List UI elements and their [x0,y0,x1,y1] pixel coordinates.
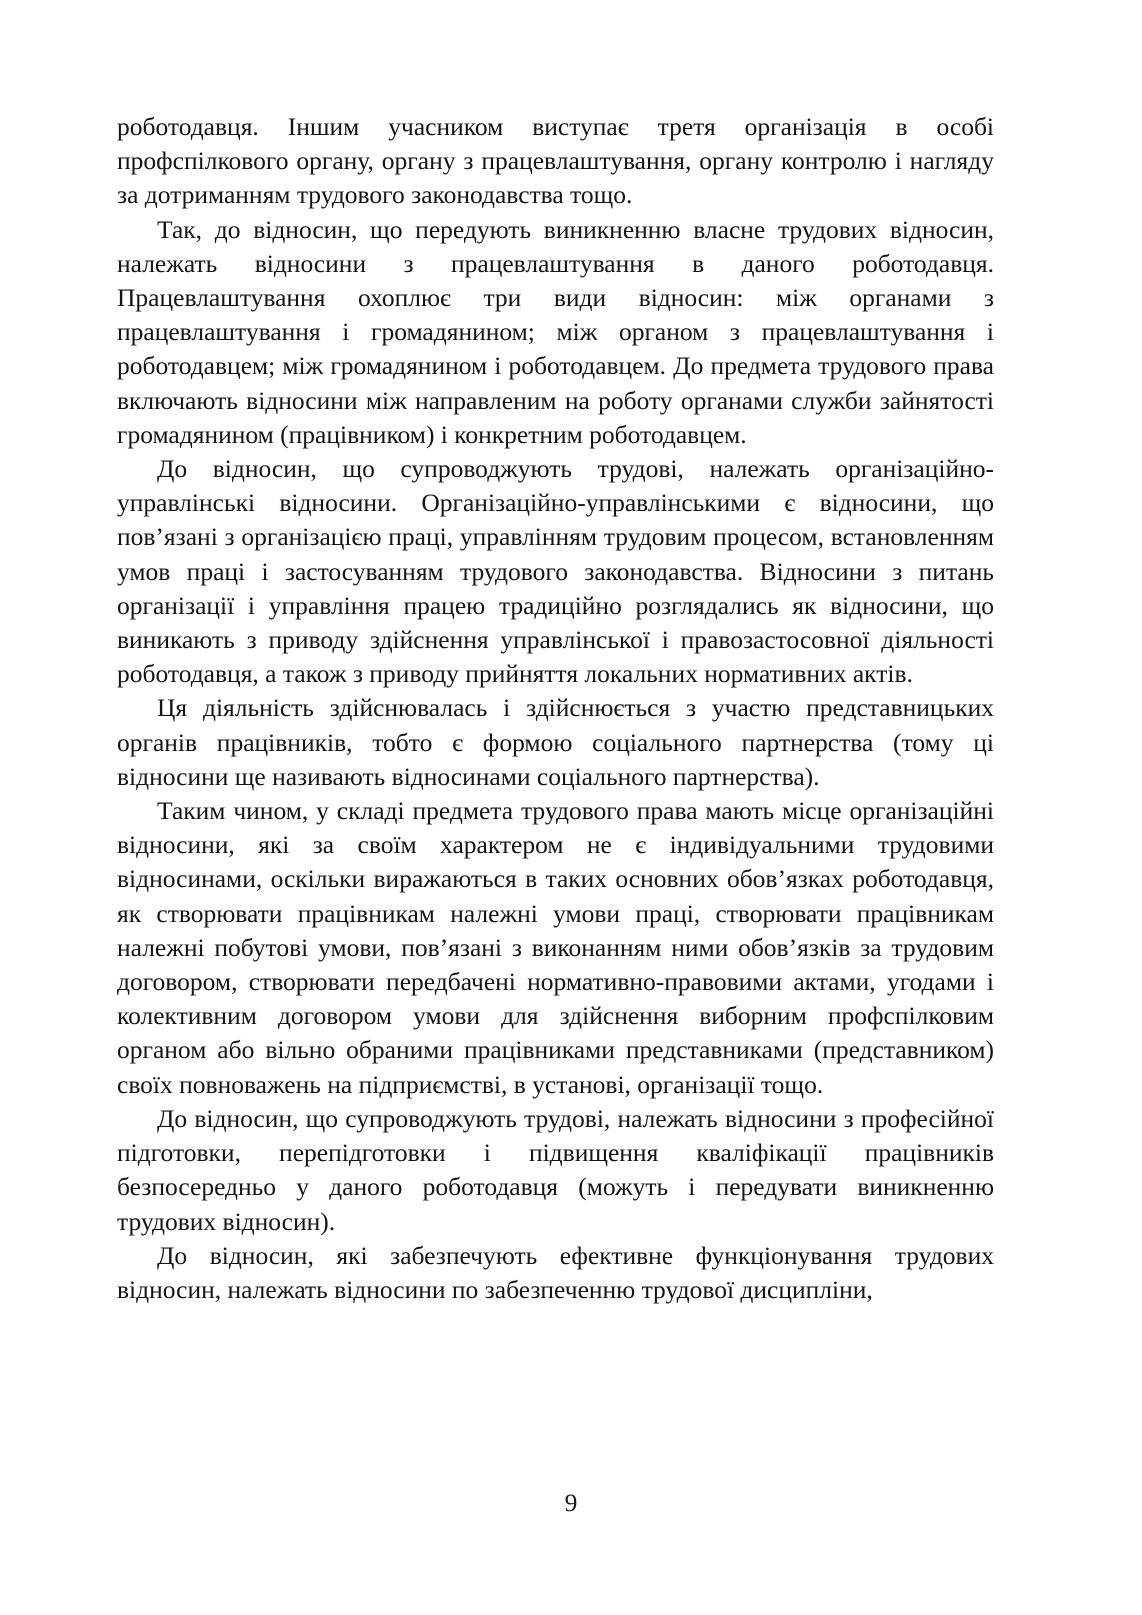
paragraph-7: До відносин, які забезпечують ефективне функціонування трудових відносин, належать відносини по забезпеченню трудової дисципліни, [117,1240,994,1304]
paragraph-4: Ця діяльність здійснювалась і здійснюється з участю представницьких органів працівників, тобто є формою соціального партнерства (тому ці відносини ще називають відносинами соціального партнерства). [117,693,994,791]
paragraph-6: До відносин, що супроводжують трудові, належать відносини з професійної підготовки, перепідготовки і підвищення кваліфікації працівників безпосередньо у даного роботодавця (можуть і передувати виникненню трудових відносин). [117,1103,994,1236]
paragraph-2: Так, до відносин, що передують виникненню власне трудових відносин, належать відносини з працевлаштування в даного роботодавця. Працевлаштування охоплює три види відносин: між органами з працевлаштування і громадянином; між органом з працевлаштування і роботодавцем; між громадянином і роботодавцем. До предмета трудового права включають відносини між направленим на роботу органами служби зайнятості громадянином (працівником) і конкретним роботодавцем. [117,214,994,449]
paragraph-1: роботодавця. Іншим учасником виступає третя організація в особі профспілкового органу, органу з працевлаштування, органу контролю і нагляду за дотриманням трудового законодавства тощо. [117,112,994,210]
page-number: 9 [564,1488,578,1517]
page-body [117,110,994,1307]
paragraph-5: Таким чином, у складі предмета трудового права мають місце організаційні відносини, які за своїм характером не є індивідуальними трудовими відносинами, оскільки виражаються в таких основних обов’язках роботодавця, як створювати працівникам належні умови праці, створювати працівникам належні побутові умови, пов’язані з виконанням ними обов’язків за трудовим договором, створювати передбачені нормативно-правовими актами, угодами і колективним договором умови для здійснення виборним профспілковим органом або вільно обраними працівниками представниками (представником) своїх повноважень на підприємстві, в установі, організації тощо. [117,796,994,1099]
paragraph-3: До відносин, що супроводжують трудові, належать організаційно-управлінські відносини. Організаційно-управлінськими є відносини, що пов’язані з організацією праці, управлінням трудовим процесом, встановленням умов праці і застосуванням трудового законодавства. Відносини з питань організації і управління працею традиційно розглядались як відносини, що виникають з приводу здійснення управлінської і правозастосовної діяльності роботодавця, а також з приводу прийняття локальних нормативних актів. [117,454,994,689]
